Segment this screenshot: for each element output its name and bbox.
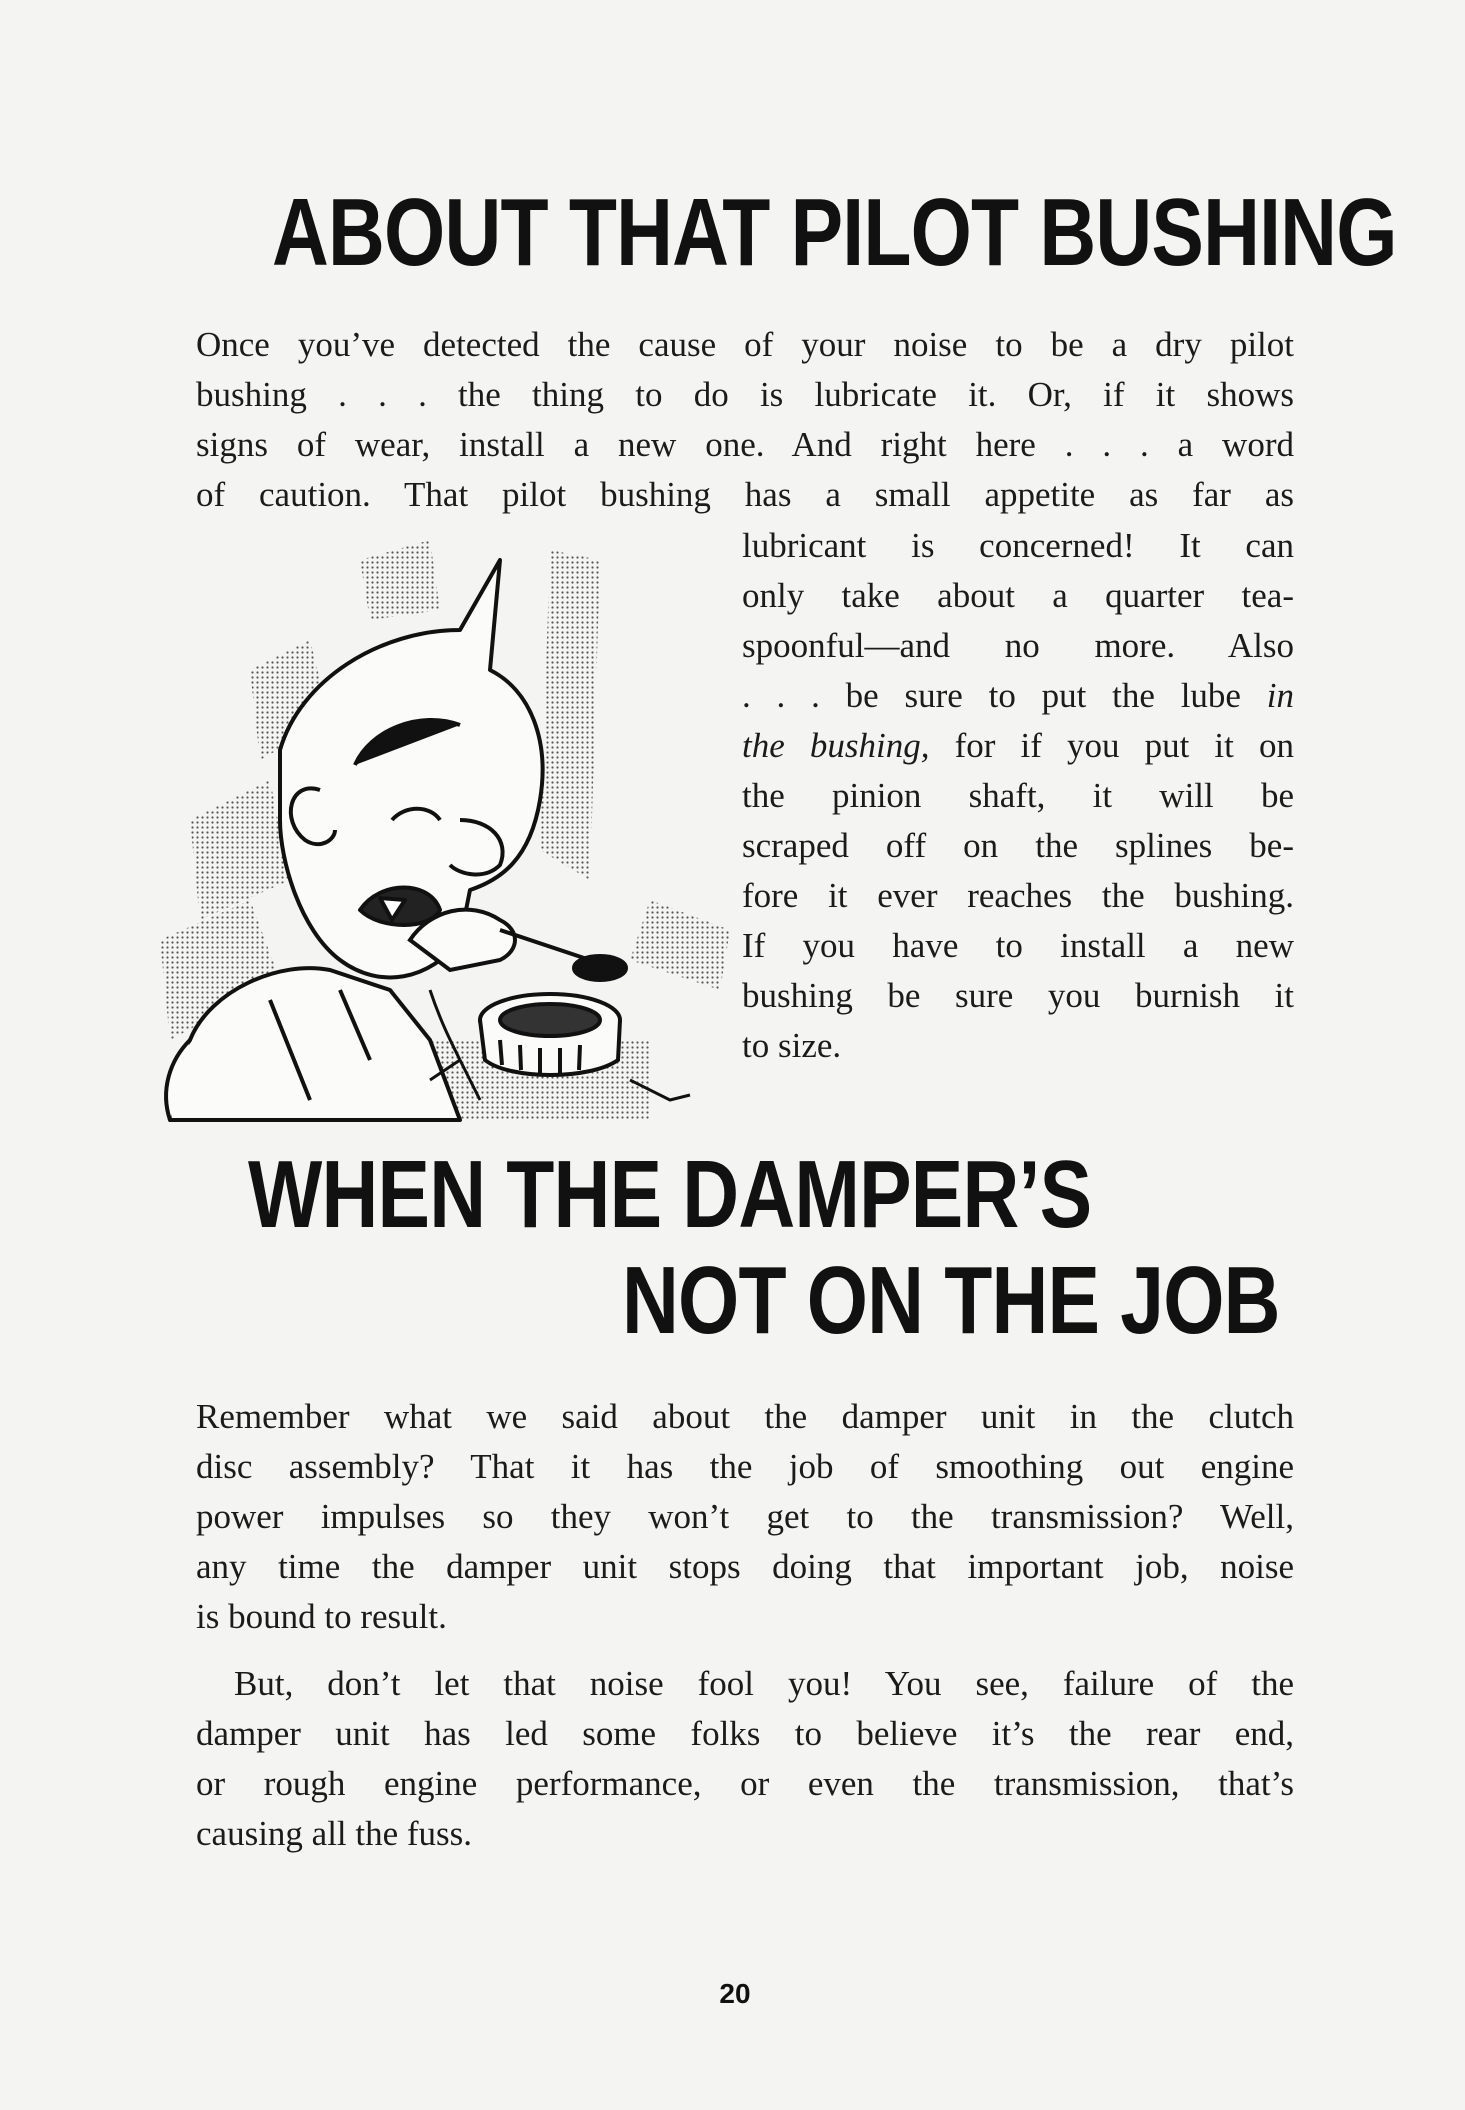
- text-line: disc assembly? That it has the job of smoothing out engine: [196, 1447, 1294, 1486]
- text-line: But, don’t let that noise fool you! You see, failure of the: [234, 1664, 1294, 1703]
- text-line: If you have to install a new: [742, 926, 1294, 965]
- section-heading-damper-line1: WHEN THE DAMPER’S: [248, 1141, 1092, 1248]
- intro-paragraph: [196, 320, 1294, 520]
- text-line: damper unit has led some folks to believe it’s the rear end,: [196, 1714, 1294, 1753]
- text-line: bushing be sure you burnish it: [742, 976, 1294, 1015]
- text-line: any time the damper unit stops doing that important job, noise: [196, 1547, 1294, 1586]
- mechanic-cartoon-illustration: [130, 520, 730, 1130]
- text-line: of caution. That pilot bushing has a small appetite as far as: [196, 475, 1294, 514]
- hand-with-spoon: [410, 910, 626, 980]
- text-line: the pinion shaft, it will be: [742, 776, 1294, 815]
- text-line: Once you’ve detected the cause of your noise to be a dry pilot: [196, 325, 1294, 364]
- text-line: Remember what we said about the damper unit in the clutch: [196, 1397, 1294, 1436]
- text-fragment: for if you put it on: [954, 726, 1294, 765]
- italic-text: the bushing,: [742, 726, 930, 765]
- text-line: only take about a quarter tea-: [742, 576, 1294, 615]
- text-line: to size.: [742, 1026, 842, 1065]
- text-line: lubricant is concerned! It can: [742, 526, 1294, 565]
- text-line: is bound to result.: [196, 1597, 447, 1636]
- text-line: or rough engine performance, or even the transmission, that’s: [196, 1764, 1294, 1803]
- italic-text: in: [1266, 676, 1295, 715]
- text-line: scraped off on the splines be-: [742, 826, 1294, 865]
- cartoon-head: [280, 560, 543, 977]
- page-number: 20: [719, 1978, 751, 2009]
- text-line: causing all the fuss.: [196, 1814, 473, 1853]
- grease-can: [480, 994, 620, 1075]
- text-line: spoonful—and no more. Also: [742, 626, 1294, 665]
- text-line: fore it ever reaches the bushing.: [742, 876, 1294, 915]
- damper-paragraph-2: [196, 1659, 1294, 1859]
- text-line: power impulses so they won’t get to the transmission? Well,: [196, 1497, 1294, 1536]
- text-line: [742, 721, 1294, 771]
- damper-paragraph-1: [196, 1392, 1294, 1642]
- text-fragment: . . . be sure to put the lube: [742, 676, 1241, 715]
- section-heading-pilot-bushing: ABOUT THAT PILOT BUSHING: [272, 179, 1397, 286]
- section-heading-damper-line2: NOT ON THE JOB: [622, 1247, 1280, 1354]
- text-line: [742, 671, 1294, 721]
- side-paragraph: [742, 521, 1294, 1071]
- text-line: signs of wear, install a new one. And right here . . . a word: [196, 425, 1294, 464]
- text-line: bushing . . . the thing to do is lubricate it. Or, if it shows: [196, 375, 1294, 414]
